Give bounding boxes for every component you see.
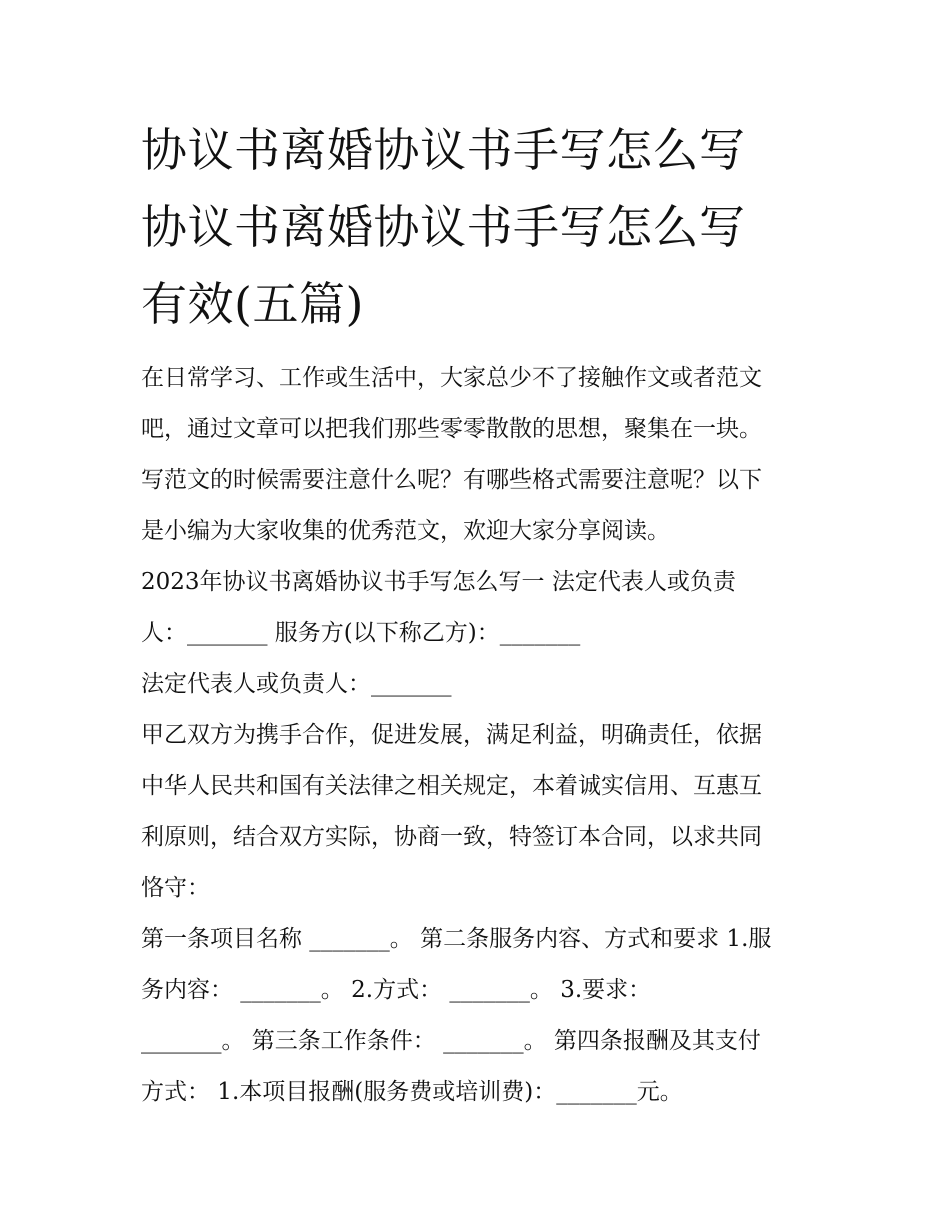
body-line: _______。 第三条工作条件： _______。 第四条报酬及其支付	[141, 1028, 761, 1054]
body-line: 写范文的时候需要注意什么呢？有哪些格式需要注意呢？以下	[141, 467, 762, 493]
body-line: 是小编为大家收集的优秀范文，欢迎大家分享阅读。	[141, 518, 670, 544]
body-line: 恪守：	[141, 875, 210, 901]
title-line-1: 协议书离婚协议书手写怎么写	[141, 123, 746, 177]
body-line: 务内容： _______。 2.方式： _______。 3.要求：	[141, 977, 652, 1003]
body-line: 甲乙双方为携手合作，促进发展，满足利益，明确责任，依据	[141, 722, 762, 748]
title-line-3: 有效(五篇)	[141, 277, 364, 331]
document-title	[141, 112, 821, 343]
document-page	[141, 112, 821, 1118]
body-line: 利原则，结合双方实际，协商一致，特签订本合同，以求共同	[141, 824, 762, 850]
body-line: 法定代表人或负责人：_______	[141, 671, 452, 697]
body-line: 2023年协议书离婚协议书手写怎么写一 法定代表人或负责	[141, 569, 736, 595]
body-line: 第一条项目名称 _______。 第二条服务内容、方式和要求 1.服	[141, 926, 772, 952]
body-line: 方式： 1.本项目报酬(服务费或培训费)：_______元。	[141, 1079, 683, 1105]
body-line: 在日常学习、工作或生活中，大家总少不了接触作文或者范文	[141, 365, 762, 391]
body-line: 中华人民共和国有关法律之相关规定，本着诚实信用、互惠互	[141, 773, 762, 799]
body-line: 人：_______ 服务方(以下称乙方)：_______	[141, 620, 581, 646]
title-line-2: 协议书离婚协议书手写怎么写	[141, 200, 746, 254]
document-body	[141, 353, 821, 1118]
body-line: 吧，通过文章可以把我们那些零零散散的思想，聚集在一块。	[141, 416, 762, 442]
